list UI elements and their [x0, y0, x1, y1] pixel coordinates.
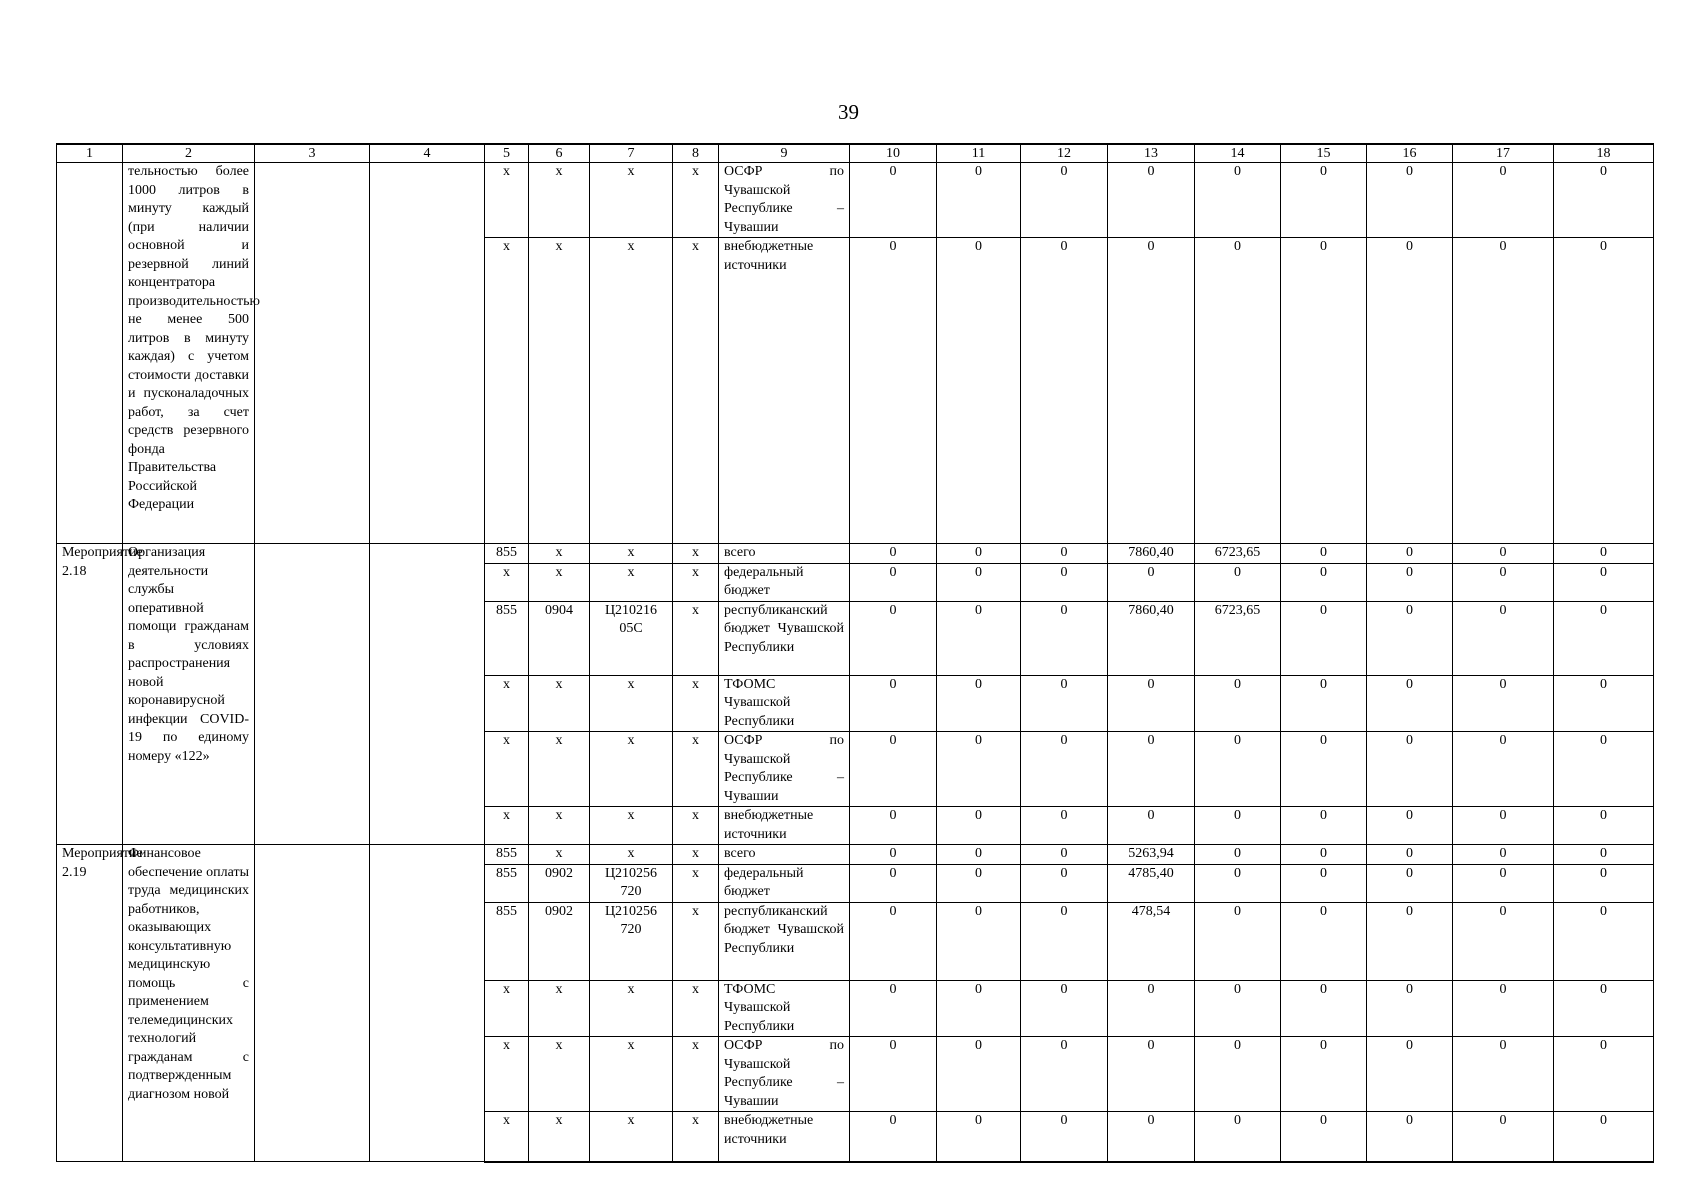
year-value-cell-17: 0 — [1453, 1112, 1554, 1162]
year-value-cell-16: 0 — [1367, 238, 1453, 544]
table-body — [57, 144, 1654, 1162]
column-header-16: 16 — [1367, 144, 1453, 163]
year-value-cell-14: 0 — [1195, 563, 1281, 601]
section-code-cell: x — [529, 163, 590, 238]
grbs-cell: x — [485, 163, 529, 238]
executor-cell — [255, 163, 370, 544]
grbs-cell: 855 — [485, 902, 529, 980]
year-value-cell-10: 0 — [850, 732, 937, 807]
year-value-cell-18: 0 — [1554, 864, 1654, 902]
year-value-cell-11: 0 — [937, 163, 1021, 238]
section-code-cell: x — [529, 845, 590, 865]
year-value-cell-14: 0 — [1195, 732, 1281, 807]
year-value-cell-12: 0 — [1021, 1112, 1108, 1162]
year-value-cell-18: 0 — [1554, 732, 1654, 807]
year-value-cell-16: 0 — [1367, 544, 1453, 564]
year-value-cell-10: 0 — [850, 1037, 937, 1112]
year-value-cell-15: 0 — [1281, 163, 1367, 238]
year-value-cell-11: 0 — [937, 732, 1021, 807]
table-row — [57, 845, 1654, 865]
year-value-cell-11: 0 — [937, 601, 1021, 675]
grbs-cell: x — [485, 732, 529, 807]
year-value-cell-17: 0 — [1453, 563, 1554, 601]
year-value-cell-14: 0 — [1195, 845, 1281, 865]
year-value-cell-18: 0 — [1554, 1037, 1654, 1112]
year-value-cell-17: 0 — [1453, 732, 1554, 807]
year-value-cell-10: 0 — [850, 563, 937, 601]
table-row — [57, 544, 1654, 564]
year-value-cell-10: 0 — [850, 807, 937, 845]
year-value-cell-13: 0 — [1108, 163, 1195, 238]
year-value-cell-17: 0 — [1453, 807, 1554, 845]
column-header-12: 12 — [1021, 144, 1108, 163]
year-value-cell-17: 0 — [1453, 238, 1554, 544]
header-row — [57, 144, 1654, 163]
year-value-cell-18: 0 — [1554, 563, 1654, 601]
event-number-cell: Мероприятие 2.18 — [57, 544, 123, 845]
executor-cell — [255, 845, 370, 1162]
year-value-cell-12: 0 — [1021, 163, 1108, 238]
year-value-cell-14: 0 — [1195, 902, 1281, 980]
year-value-cell-14: 0 — [1195, 1112, 1281, 1162]
year-value-cell-16: 0 — [1367, 163, 1453, 238]
target-article-cell: x — [590, 807, 673, 845]
year-value-cell-12: 0 — [1021, 675, 1108, 732]
grbs-cell: x — [485, 807, 529, 845]
column-header-7: 7 — [590, 144, 673, 163]
year-value-cell-18: 0 — [1554, 807, 1654, 845]
target-article-cell: Ц210256 720 — [590, 902, 673, 980]
funding-source-cell: всего — [719, 544, 850, 564]
year-value-cell-15: 0 — [1281, 902, 1367, 980]
expense-type-cell: x — [673, 675, 719, 732]
year-value-cell-16: 0 — [1367, 675, 1453, 732]
year-value-cell-14: 0 — [1195, 238, 1281, 544]
column-header-2: 2 — [123, 144, 255, 163]
event-number-cell: Мероприятие 2.19 — [57, 845, 123, 1162]
expense-type-cell: x — [673, 563, 719, 601]
budget-table — [56, 143, 1654, 1163]
column-header-3: 3 — [255, 144, 370, 163]
year-value-cell-11: 0 — [937, 1112, 1021, 1162]
column-header-8: 8 — [673, 144, 719, 163]
executor-cell — [255, 544, 370, 845]
year-value-cell-11: 0 — [937, 807, 1021, 845]
column-header-5: 5 — [485, 144, 529, 163]
target-article-cell: x — [590, 163, 673, 238]
year-value-cell-14: 6723,65 — [1195, 601, 1281, 675]
year-value-cell-10: 0 — [850, 601, 937, 675]
year-value-cell-10: 0 — [850, 902, 937, 980]
participants-cell — [370, 845, 485, 1162]
year-value-cell-11: 0 — [937, 845, 1021, 865]
year-value-cell-13: 0 — [1108, 1037, 1195, 1112]
year-value-cell-10: 0 — [850, 163, 937, 238]
year-value-cell-17: 0 — [1453, 163, 1554, 238]
year-value-cell-15: 0 — [1281, 238, 1367, 544]
year-value-cell-18: 0 — [1554, 675, 1654, 732]
year-value-cell-10: 0 — [850, 864, 937, 902]
year-value-cell-18: 0 — [1554, 238, 1654, 544]
section-code-cell: x — [529, 1037, 590, 1112]
year-value-cell-17: 0 — [1453, 864, 1554, 902]
year-value-cell-16: 0 — [1367, 601, 1453, 675]
grbs-cell: 855 — [485, 864, 529, 902]
year-value-cell-11: 0 — [937, 902, 1021, 980]
column-header-10: 10 — [850, 144, 937, 163]
year-value-cell-12: 0 — [1021, 544, 1108, 564]
section-code-cell: 0902 — [529, 864, 590, 902]
year-value-cell-10: 0 — [850, 238, 937, 544]
expense-type-cell: x — [673, 864, 719, 902]
target-article-cell: Ц210216 05С — [590, 601, 673, 675]
year-value-cell-13: 478,54 — [1108, 902, 1195, 980]
table-row — [57, 163, 1654, 238]
section-code-cell: x — [529, 980, 590, 1037]
year-value-cell-18: 0 — [1554, 902, 1654, 980]
section-code-cell: 0902 — [529, 902, 590, 980]
year-value-cell-15: 0 — [1281, 563, 1367, 601]
column-header-13: 13 — [1108, 144, 1195, 163]
column-header-14: 14 — [1195, 144, 1281, 163]
grbs-cell: 855 — [485, 544, 529, 564]
year-value-cell-15: 0 — [1281, 807, 1367, 845]
year-value-cell-13: 7860,40 — [1108, 601, 1195, 675]
year-value-cell-12: 0 — [1021, 601, 1108, 675]
year-value-cell-11: 0 — [937, 1037, 1021, 1112]
year-value-cell-10: 0 — [850, 845, 937, 865]
column-header-17: 17 — [1453, 144, 1554, 163]
year-value-cell-12: 0 — [1021, 980, 1108, 1037]
expense-type-cell: x — [673, 1037, 719, 1112]
expense-type-cell: x — [673, 1112, 719, 1162]
target-article-cell: x — [590, 238, 673, 544]
target-article-cell: x — [590, 1112, 673, 1162]
grbs-cell: x — [485, 980, 529, 1037]
year-value-cell-12: 0 — [1021, 902, 1108, 980]
expense-type-cell: x — [673, 902, 719, 980]
column-header-11: 11 — [937, 144, 1021, 163]
year-value-cell-15: 0 — [1281, 1112, 1367, 1162]
year-value-cell-16: 0 — [1367, 563, 1453, 601]
funding-source-cell: ТФОМС Чувашской Республики — [719, 675, 850, 732]
year-value-cell-13: 4785,40 — [1108, 864, 1195, 902]
year-value-cell-13: 0 — [1108, 732, 1195, 807]
event-description-cell: тельностью более 1000 литров в минуту каждый (при наличии основной и резервной линий концентратора производительностью не менее 500 литров в минуту каждая) с учетом стоимости доставки и пусконаладочных работ, за счет средств резервного фонда Правительства Российской Федерации — [123, 163, 255, 544]
year-value-cell-18: 0 — [1554, 980, 1654, 1037]
expense-type-cell: x — [673, 845, 719, 865]
year-value-cell-16: 0 — [1367, 732, 1453, 807]
year-value-cell-13: 0 — [1108, 675, 1195, 732]
year-value-cell-12: 0 — [1021, 864, 1108, 902]
year-value-cell-11: 0 — [937, 238, 1021, 544]
year-value-cell-16: 0 — [1367, 1037, 1453, 1112]
year-value-cell-17: 0 — [1453, 544, 1554, 564]
year-value-cell-14: 0 — [1195, 163, 1281, 238]
year-value-cell-18: 0 — [1554, 544, 1654, 564]
grbs-cell: 855 — [485, 601, 529, 675]
expense-type-cell: x — [673, 163, 719, 238]
year-value-cell-16: 0 — [1367, 1112, 1453, 1162]
funding-source-cell: республиканский бюджет Чувашской Республики — [719, 902, 850, 980]
year-value-cell-18: 0 — [1554, 601, 1654, 675]
funding-source-cell: федеральный бюджет — [719, 864, 850, 902]
year-value-cell-17: 0 — [1453, 980, 1554, 1037]
funding-source-cell: ОСФР по Чувашской Республике – Чувашии — [719, 163, 850, 238]
year-value-cell-17: 0 — [1453, 845, 1554, 865]
grbs-cell: x — [485, 238, 529, 544]
expense-type-cell: x — [673, 601, 719, 675]
event-description-cell: Организация деятельности службы оперативной помощи гражданам в условиях распространения новой коронавирусной инфекции COVID-19 по единому номеру «122» — [123, 544, 255, 845]
section-code-cell: x — [529, 807, 590, 845]
funding-source-cell: внебюджетные источники — [719, 807, 850, 845]
target-article-cell: x — [590, 675, 673, 732]
year-value-cell-12: 0 — [1021, 732, 1108, 807]
year-value-cell-14: 0 — [1195, 980, 1281, 1037]
year-value-cell-18: 0 — [1554, 163, 1654, 238]
year-value-cell-11: 0 — [937, 544, 1021, 564]
grbs-cell: x — [485, 563, 529, 601]
funding-source-cell: внебюджетные источники — [719, 1112, 850, 1162]
year-value-cell-13: 0 — [1108, 238, 1195, 544]
year-value-cell-11: 0 — [937, 864, 1021, 902]
year-value-cell-14: 6723,65 — [1195, 544, 1281, 564]
expense-type-cell: x — [673, 544, 719, 564]
year-value-cell-16: 0 — [1367, 845, 1453, 865]
section-code-cell: 0904 — [529, 601, 590, 675]
year-value-cell-16: 0 — [1367, 902, 1453, 980]
year-value-cell-13: 0 — [1108, 980, 1195, 1037]
expense-type-cell: x — [673, 807, 719, 845]
grbs-cell: x — [485, 1037, 529, 1112]
grbs-cell: x — [485, 675, 529, 732]
event-number-cell — [57, 163, 123, 544]
year-value-cell-15: 0 — [1281, 864, 1367, 902]
funding-source-cell: внебюджетные источники — [719, 238, 850, 544]
year-value-cell-12: 0 — [1021, 238, 1108, 544]
year-value-cell-12: 0 — [1021, 563, 1108, 601]
year-value-cell-11: 0 — [937, 675, 1021, 732]
year-value-cell-18: 0 — [1554, 845, 1654, 865]
year-value-cell-15: 0 — [1281, 675, 1367, 732]
year-value-cell-15: 0 — [1281, 1037, 1367, 1112]
year-value-cell-16: 0 — [1367, 864, 1453, 902]
year-value-cell-17: 0 — [1453, 1037, 1554, 1112]
year-value-cell-12: 0 — [1021, 845, 1108, 865]
column-header-1: 1 — [57, 144, 123, 163]
year-value-cell-11: 0 — [937, 563, 1021, 601]
year-value-cell-17: 0 — [1453, 902, 1554, 980]
year-value-cell-13: 0 — [1108, 1112, 1195, 1162]
section-code-cell: x — [529, 544, 590, 564]
year-value-cell-10: 0 — [850, 980, 937, 1037]
target-article-cell: x — [590, 845, 673, 865]
event-description-cell: Финансовое обеспечение оплаты труда медицинских работников, оказывающих консультативную медицинскую помощь с применением телемедицинских технологий гражданам с подтвержденным диагнозом новой — [123, 845, 255, 1162]
participants-cell — [370, 544, 485, 845]
target-article-cell: Ц210256 720 — [590, 864, 673, 902]
participants-cell — [370, 163, 485, 544]
year-value-cell-14: 0 — [1195, 675, 1281, 732]
year-value-cell-15: 0 — [1281, 845, 1367, 865]
year-value-cell-11: 0 — [937, 980, 1021, 1037]
funding-source-cell: республиканский бюджет Чувашской Республики — [719, 601, 850, 675]
target-article-cell: x — [590, 563, 673, 601]
target-article-cell: x — [590, 732, 673, 807]
year-value-cell-17: 0 — [1453, 675, 1554, 732]
year-value-cell-16: 0 — [1367, 807, 1453, 845]
section-code-cell: x — [529, 732, 590, 807]
year-value-cell-13: 7860,40 — [1108, 544, 1195, 564]
year-value-cell-16: 0 — [1367, 980, 1453, 1037]
year-value-cell-14: 0 — [1195, 807, 1281, 845]
column-header-18: 18 — [1554, 144, 1654, 163]
column-header-9: 9 — [719, 144, 850, 163]
target-article-cell: x — [590, 544, 673, 564]
target-article-cell: x — [590, 980, 673, 1037]
year-value-cell-13: 0 — [1108, 807, 1195, 845]
year-value-cell-13: 5263,94 — [1108, 845, 1195, 865]
column-header-6: 6 — [529, 144, 590, 163]
grbs-cell: 855 — [485, 845, 529, 865]
page-number: 39 — [838, 100, 859, 124]
section-code-cell: x — [529, 675, 590, 732]
funding-source-cell: ТФОМС Чувашской Республики — [719, 980, 850, 1037]
year-value-cell-18: 0 — [1554, 1112, 1654, 1162]
year-value-cell-15: 0 — [1281, 544, 1367, 564]
year-value-cell-17: 0 — [1453, 601, 1554, 675]
year-value-cell-12: 0 — [1021, 1037, 1108, 1112]
year-value-cell-15: 0 — [1281, 601, 1367, 675]
year-value-cell-14: 0 — [1195, 864, 1281, 902]
column-header-4: 4 — [370, 144, 485, 163]
year-value-cell-10: 0 — [850, 675, 937, 732]
year-value-cell-15: 0 — [1281, 732, 1367, 807]
year-value-cell-10: 0 — [850, 1112, 937, 1162]
year-value-cell-14: 0 — [1195, 1037, 1281, 1112]
expense-type-cell: x — [673, 980, 719, 1037]
year-value-cell-15: 0 — [1281, 980, 1367, 1037]
section-code-cell: x — [529, 563, 590, 601]
expense-type-cell: x — [673, 732, 719, 807]
grbs-cell: x — [485, 1112, 529, 1162]
year-value-cell-12: 0 — [1021, 807, 1108, 845]
expense-type-cell: x — [673, 238, 719, 544]
year-value-cell-13: 0 — [1108, 563, 1195, 601]
year-value-cell-10: 0 — [850, 544, 937, 564]
funding-source-cell: всего — [719, 845, 850, 865]
funding-source-cell: федеральный бюджет — [719, 563, 850, 601]
section-code-cell: x — [529, 238, 590, 544]
section-code-cell: x — [529, 1112, 590, 1162]
target-article-cell: x — [590, 1037, 673, 1112]
funding-source-cell: ОСФР по Чувашской Республике – Чувашии — [719, 732, 850, 807]
column-header-15: 15 — [1281, 144, 1367, 163]
funding-source-cell: ОСФР по Чувашской Республике – Чувашии — [719, 1037, 850, 1112]
